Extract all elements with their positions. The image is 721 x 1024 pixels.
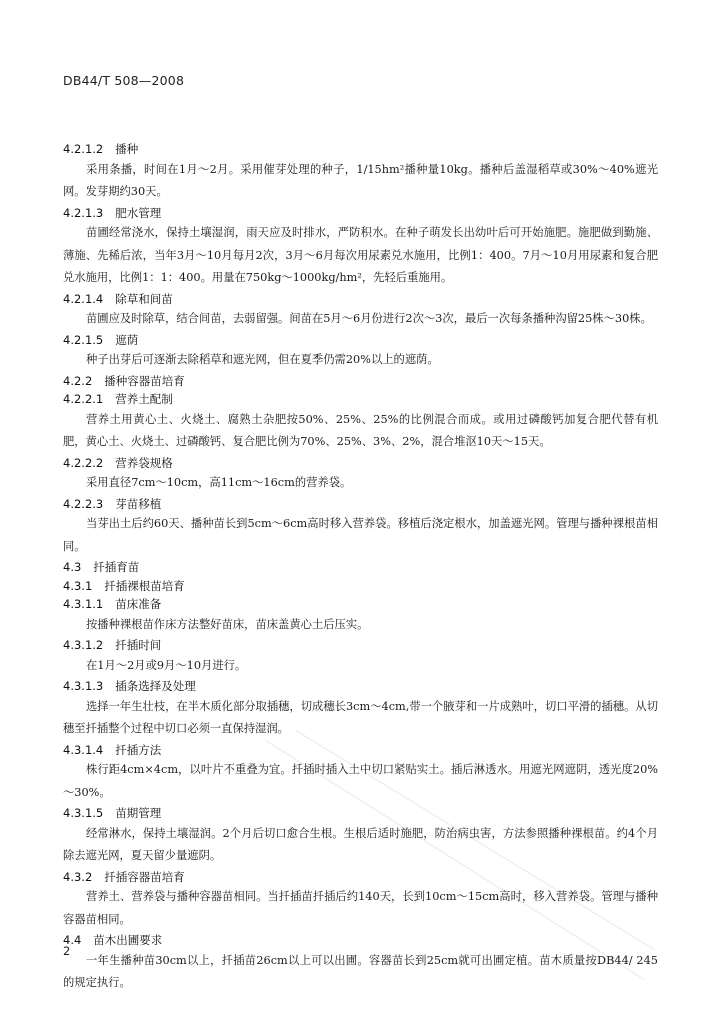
paragraph: 当芽出土后约60天、播种苗长到5cm～6cm高时移入营养袋。移植后浇定根水，加盖遮光网。管理与播种裸根苗相同。 (63, 517, 658, 553)
section-title: 除草和间苗 (115, 291, 173, 306)
section-heading (63, 140, 658, 159)
section-heading (63, 495, 658, 514)
paragraph: 按播种裸根苗作床方法整好苗床，苗床盖黄心土后压实。 (86, 617, 369, 631)
section-title: 扦插方法 (115, 742, 162, 757)
section-heading (63, 372, 658, 391)
paragraph: 采用条播，时间在1月～2月。采用催芽处理的种子，1/15hm²播种量10kg。播种后盖湿稻草或30%～40%遮光网。发芽期约30天。 (63, 162, 658, 198)
section-title: 播种 (115, 142, 139, 156)
section-heading (63, 454, 658, 473)
paragraph: 种子出芽后可逐渐去除稻草和遮光网，但在夏季仍需20%以上的遮荫。 (86, 353, 439, 366)
paragraph: 选择一年生壮枝，在半木质化部分取插穗，切成穗长3cm～4cm,带一个腋芽和一片成熟叶，切口平滑的插穗。从切穗至扦插整个过程中切口必须一直保持湿润。 (63, 699, 658, 735)
paragraph: 株行距4cm×4cm，以叶片不重叠为宜。扦插时插入土中切口紧贴实土。插后淋透水。用遮光网遮阴，透光度20%～30%。 (63, 763, 658, 799)
section-number: 4.3.1.4 (63, 742, 104, 757)
section-title: 营养袋规格 (115, 455, 173, 470)
section-number: 4.2.1.2 (63, 142, 104, 156)
section-number: 4.2.2 (63, 373, 93, 388)
section-number: 4.2.2.2 (63, 455, 104, 470)
section-heading (63, 331, 658, 350)
section-heading (63, 595, 658, 614)
section-title: 苗期管理 (115, 806, 162, 820)
section-title: 营养土配制 (115, 392, 173, 406)
section-title: 播种容器苗培育 (104, 373, 185, 388)
page-number: 2 (63, 944, 71, 958)
section-number: 4.2.1.3 (63, 205, 104, 220)
section-heading (63, 636, 658, 655)
section-heading (63, 204, 658, 223)
paragraph: 苗圃经常浇水，保持土壤湿润，雨天应及时排水，严防积水。在种子萌发长出幼叶后可开始施肥。施肥做到勤施、薄施、先稀后浓，当年3月～10月每月2次，3月～6月每次用尿素兑水施用，比例1：400。7月～10月用尿素和复合肥兑水施用，比例1：1：400。用量在750kg～1000kg/hm²，先轻后重施用。 (63, 226, 658, 284)
section-number: 4.2.2.1 (63, 392, 104, 406)
section-heading (63, 931, 658, 950)
section-title: 扦插育苗 (93, 560, 140, 574)
paragraph: 经常淋水，保持土壤湿润。2个月后切口愈合生根。生根后适时施肥，防治病虫害，方法参照播种裸根苗。约4个月除去遮光网，夏天留少量遮阴。 (63, 826, 658, 862)
standard-code-header: DB44/T 508—2008 (63, 73, 185, 88)
section-heading (63, 804, 658, 823)
section-heading (63, 558, 658, 577)
section-heading (63, 290, 658, 309)
section-title: 苗木出圃要求 (93, 933, 163, 947)
section-title: 苗床准备 (115, 597, 162, 611)
document-body (63, 140, 658, 995)
section-title: 扦插容器苗培育 (104, 869, 185, 884)
paragraph: 营养土用黄心土、火烧土、腐熟土杂肥按50%、25%、25%的比例混合而成。或用过磷酸钙加复合肥代替有机肥，黄心土、火烧土、过磷酸钙、复合肥比例为70%、25%、3%、2%，混合堆沤10天～15天。 (63, 412, 658, 448)
section-number: 4.2.1.5 (63, 332, 104, 347)
section-number: 4.3.2 (63, 869, 93, 884)
section-heading (63, 868, 658, 887)
paragraph: 在1月～2月或9月～10月进行。 (86, 658, 247, 672)
section-heading (63, 741, 658, 760)
section-number: 4.3.1 (63, 578, 93, 593)
section-heading (63, 577, 658, 596)
section-heading (63, 390, 658, 409)
section-number: 4.2.2.3 (63, 496, 104, 511)
section-number: 4.3.1.3 (63, 679, 104, 693)
paragraph: 一年生播种苗30cm以上，扦插苗26cm以上可以出圃。容器苗长到25cm就可出圃定植。苗木质量按DB44/ 245的规定执行。 (63, 953, 658, 989)
section-title: 扦插时间 (115, 638, 162, 652)
section-title: 遮荫 (115, 332, 139, 347)
section-title: 扦插裸根苗培育 (104, 578, 185, 593)
section-number: 4.4 (63, 933, 82, 947)
section-number: 4.3.1.5 (63, 806, 104, 820)
paragraph: 采用直径7cm～10cm，高11cm～16cm的营养袋。 (86, 476, 352, 489)
section-number: 4.2.1.4 (63, 291, 104, 306)
paragraph: 营养土、营养袋与播种容器苗相同。当扦插苗扦插后约140天，长到10cm～15cm高时，移入营养袋。管理与播种容器苗相同。 (63, 890, 658, 926)
paragraph: 苗圃应及时除草，结合间苗，去弱留强。间苗在5月～6月份进行2次～3次，最后一次每条播种沟留25株～30株。 (86, 312, 652, 325)
section-title: 肥水管理 (115, 205, 162, 220)
section-number: 4.3 (63, 560, 82, 574)
section-title: 插条选择及处理 (115, 679, 196, 693)
section-title: 芽苗移植 (115, 496, 162, 511)
section-number: 4.3.1.2 (63, 638, 104, 652)
section-heading (63, 677, 658, 696)
section-number: 4.3.1.1 (63, 597, 104, 611)
